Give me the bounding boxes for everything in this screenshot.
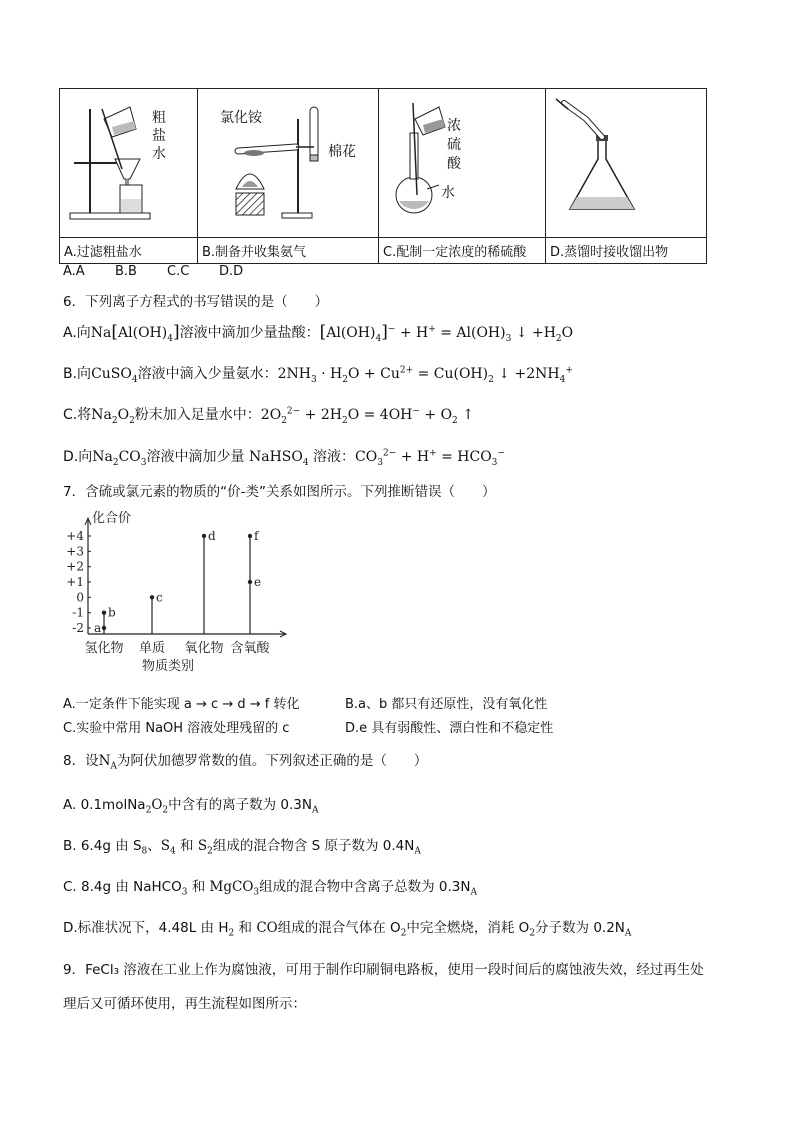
panel-a-label: 粗 盐 水	[152, 110, 166, 162]
q7-option-d[interactable]: D.e 具有弱酸性、漂白性和不稳定性	[345, 721, 554, 736]
q8-title: 8．设$N_A$为阿伏加德罗常数的值。下列叙述正确的是（ ）	[63, 753, 428, 772]
dilution-apparatus-icon	[379, 89, 545, 233]
q5-choice-d[interactable]: D.D	[219, 264, 244, 279]
y-tick-label: -1	[72, 605, 84, 620]
panel-b-figure	[198, 89, 379, 238]
q6-option-a[interactable]: A.向$Na[Al(OH)_4]$溶液中滴加少量盐酸：$[Al(OH)_4]^- + H^+ = Al(OH)_3$ ↓ $+H_2O$	[63, 322, 574, 344]
point-d	[202, 534, 206, 538]
point-label-e: e	[254, 575, 262, 589]
q5-choice-c[interactable]: C.C	[167, 264, 190, 279]
q9-line2: 理后又可循环使用，再生流程如图所示：	[63, 996, 306, 1012]
q8-option-c[interactable]: C. 8.4g 由 NaHCO$_3$ 和 MgCO$_3$组成的混合物中含离子总数为 $0.3N_A$	[63, 879, 477, 898]
point-e	[248, 580, 252, 584]
y-tick-label: +4	[66, 529, 84, 543]
panel-c-figure	[379, 89, 546, 238]
q6-option-d[interactable]: D.向$Na_2CO_3$溶液中滴加少量 NaHSO$_4$ 溶液：$CO_3^{2-} + H^+ = HCO_3^-$	[63, 448, 505, 468]
panel-a-figure	[60, 89, 198, 238]
y-tick-label: +1	[66, 575, 84, 589]
q7-option-a[interactable]: A.一定条件下能实现 a → c → d → f 转化	[63, 697, 300, 712]
point-label-d: d	[208, 529, 216, 543]
point-c	[150, 595, 154, 599]
q8-option-a[interactable]: A. $0.1molNa_2O_2$中含有的离子数为 $0.3N_A$	[63, 797, 319, 816]
x-axis-label: 物质类别	[141, 659, 195, 674]
x-tick-label: 含氧酸	[230, 641, 270, 656]
filtration-apparatus-icon	[60, 89, 197, 233]
point-a	[102, 626, 106, 630]
q7-option-c[interactable]: C.实验中常用 NaOH 溶液处理残留的 c	[63, 721, 290, 736]
q7-option-b[interactable]: B.a、b 都只有还原性，没有氧化性	[345, 697, 548, 712]
y-axis-label: 化合价	[92, 511, 132, 526]
panel-a-caption: A.过滤粗盐水	[60, 238, 198, 264]
q6-option-b[interactable]: B.向CuSO$_4$溶液中滴入少量氨水：$2NH_3 \cdot H_2O + Cu^{2+} = Cu(OH)_2$ ↓ $+2NH_4^+$	[63, 365, 573, 385]
x-tick-label: 氢化物	[84, 641, 124, 656]
y-tick-label: +3	[66, 544, 84, 559]
apparatus-table	[59, 88, 707, 264]
point-label-f: f	[254, 529, 259, 543]
y-tick-label: -2	[72, 621, 84, 635]
panel-d-figure	[546, 89, 707, 238]
q6-option-c[interactable]: C.将$Na_2O_2$粉末加入足量水中：$2O_2^{2-} + 2H_2O = 4OH^- + O_2$ ↑	[63, 406, 474, 426]
q6-title: 6．下列离子方程式的书写错误的是（ ）	[63, 294, 329, 310]
point-f	[248, 534, 252, 538]
valence-type-chart	[58, 508, 298, 678]
point-b	[102, 610, 106, 614]
q8-option-b[interactable]: B. 6.4g 由 $S_8$、$S_4$ 和 $S_2$组成的混合物含 S 原子数为 $0.4N_A$	[63, 838, 421, 857]
y-tick-label: +2	[66, 559, 84, 574]
panel-c-label-bottom: 水	[441, 185, 455, 201]
y-tick-label: 0	[76, 590, 84, 605]
point-label-b: b	[108, 605, 116, 620]
panel-b-label-right: 棉花	[328, 144, 356, 160]
distillate-flask-icon	[546, 89, 706, 233]
panel-b-caption: B.制备并收集氨气	[198, 238, 379, 264]
panel-c-label: 浓 硫 酸	[447, 118, 461, 172]
q5-choice-b[interactable]: B.B	[115, 264, 137, 279]
point-label-a: a	[94, 621, 102, 635]
x-tick-label: 单质	[138, 641, 166, 656]
q5-choice-a[interactable]: A.A	[63, 264, 85, 279]
q8-option-d[interactable]: D.标准状况下，4.48L 由 $H_2$ 和 CO组成的混合气体在 $O_2$中完全燃烧，消耗 $O_2$分子数为 $0.2N_A$	[63, 920, 632, 939]
x-tick-label: 氧化物	[184, 641, 224, 656]
q5-choices	[63, 264, 243, 279]
panel-c-caption: C.配制一定浓度的稀硫酸	[379, 238, 546, 264]
point-label-c: c	[156, 590, 163, 605]
panel-d-caption: D.蒸馏时接收馏出物	[546, 238, 707, 264]
panel-b-label-left: 氯化铵	[220, 110, 262, 126]
q7-title: 7．含硫或氯元素的物质的“价-类”关系如图所示。下列推断错误（ ）	[63, 484, 496, 500]
q9-line1: 9．FeCl₃ 溶液在工业上作为腐蚀液，可用于制作印刷铜电路板，使用一段时间后的腐蚀液失效，经过再生处	[63, 962, 704, 978]
